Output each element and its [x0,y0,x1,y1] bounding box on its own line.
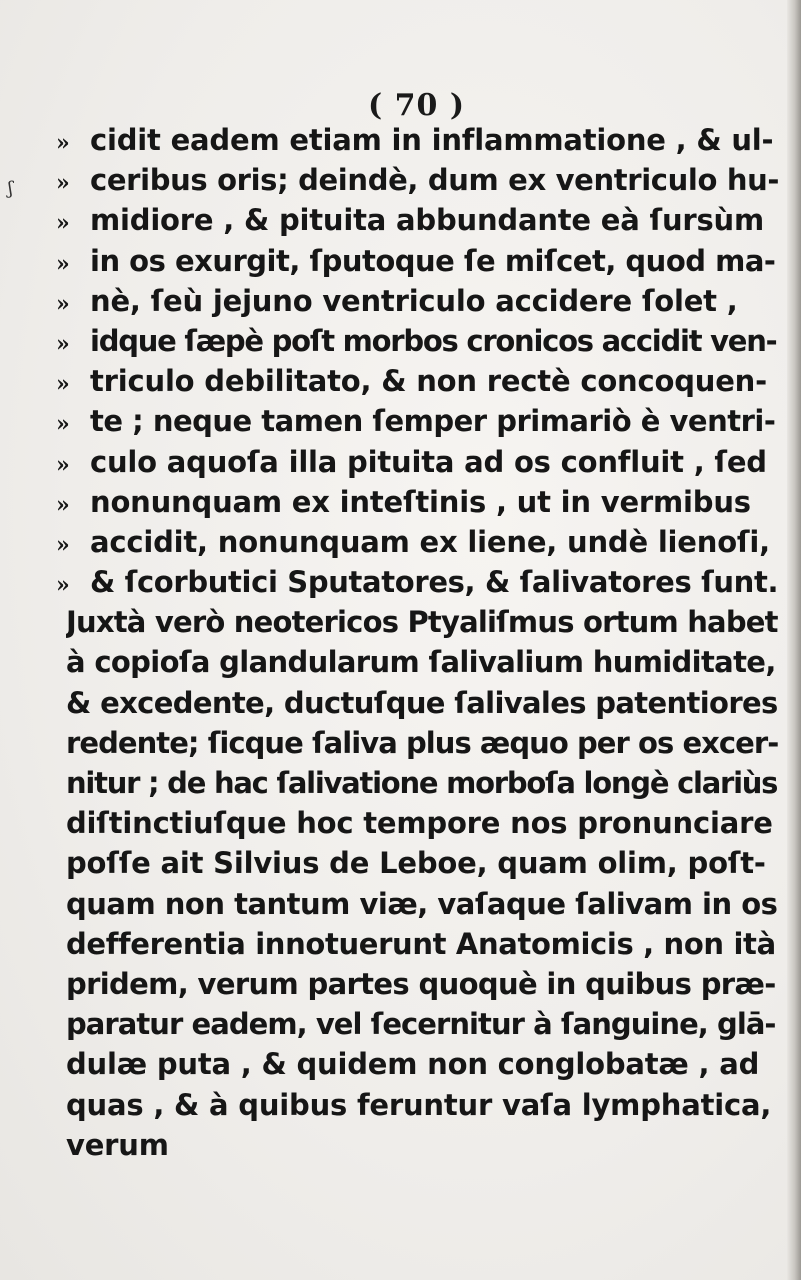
body-text [56,120,781,1165]
text-line [56,723,781,763]
line-text: & excedente, ductuſque ſalivales patentiores [66,685,778,720]
quote-mark: » [56,371,70,398]
text-line [56,683,781,723]
text-line [56,120,781,160]
quote-mark: » [56,411,70,438]
text-line [56,884,781,924]
quote-mark: » [56,451,70,478]
text-line [56,602,781,642]
quote-mark: » [56,572,70,599]
line-text: te ; neque tamen ſemper primariò è ventri- [90,404,776,439]
line-text: culo aquoſa illa pituita ad os confluit , ſed [90,444,767,479]
text-line [56,241,781,281]
line-text: diſtinctiuſque hoc tempore nos pronunciare [66,806,773,841]
text-line [56,1125,781,1165]
text-line [56,924,781,964]
line-text: nitur ; de hac ſalivatione morboſa longè clariùs [66,766,778,800]
page-edge-shadow [787,0,801,1280]
text-line [56,522,781,562]
text-line [56,281,781,321]
quote-mark: » [56,170,70,197]
quote-mark: » [56,210,70,237]
line-text: midiore , & pituita abbundante eà ſursùm [90,203,765,238]
line-text: poſſe ait Silvius de Leboe, quam olim, poſt- [66,846,766,881]
page-number: ( 70 ) [368,88,466,123]
text-line [56,1085,781,1125]
text-line [56,321,781,361]
quote-mark: » [56,330,70,357]
line-text: & ſcorbutici Sputatores, & ſalivatores ſunt. [90,565,779,600]
text-line [56,361,781,401]
line-text: à copioſa glandularum ſalivalium humiditate, [66,645,776,680]
text-line [56,642,781,682]
text-line [56,843,781,883]
line-text: accidit, nonunquam ex liene, undè lienoſi, [90,524,770,559]
line-text: in os exurgit, ſputoque ſe miſcet, quod ma- [90,243,776,278]
line-text: ceribus oris; deindè, dum ex ventriculo hu- [90,163,780,198]
line-text: cidit eadem etiam in inflammatione , & ul- [90,123,774,157]
line-text: nè, ſeù jejuno ventriculo accidere ſolet , [90,283,738,318]
text-line [56,763,781,803]
line-text: quas , & à quibus feruntur vaſa lymphatica, [66,1087,772,1122]
line-text: dulæ puta , & quidem non conglobatæ , ad [66,1047,760,1082]
text-line [56,803,781,843]
line-text: nonunquam ex inteſtinis , ut in vermibus [90,484,751,519]
text-line [56,401,781,441]
line-text: pridem, verum partes quoquè in quibus præ- [66,966,776,1001]
text-line [56,562,781,602]
text-line [56,160,781,200]
line-text: paratur eadem, vel ſecernitur à ſanguine, glā- [66,1007,776,1042]
text-line [56,964,781,1004]
line-text: triculo debilitato, & non rectè concoquen- [90,364,767,399]
quote-mark: » [56,531,70,558]
text-line [56,482,781,522]
line-text: verum [66,1127,169,1162]
quote-mark: » [56,130,70,156]
text-line [56,1004,781,1044]
quote-mark: » [56,290,70,317]
quote-mark: » [56,250,70,277]
text-line [56,200,781,240]
text-line [56,442,781,482]
line-text: quam non tantum viæ, vaſaque ſalivam in os [66,886,778,921]
quote-mark: » [56,491,70,518]
line-text: redente; ſicque ſaliva plus æquo per os excer- [66,725,779,760]
line-text: Juxtà verò neotericos Ptyaliſmus ortum habet [66,605,778,640]
line-text: defferentia innotuerunt Anatomicis , non ità [66,926,776,961]
margin-mark: ʃ [8,178,13,199]
line-text: idque ſæpè poſt morbos cronicos accidit ven- [90,323,777,358]
text-line [56,1044,781,1084]
